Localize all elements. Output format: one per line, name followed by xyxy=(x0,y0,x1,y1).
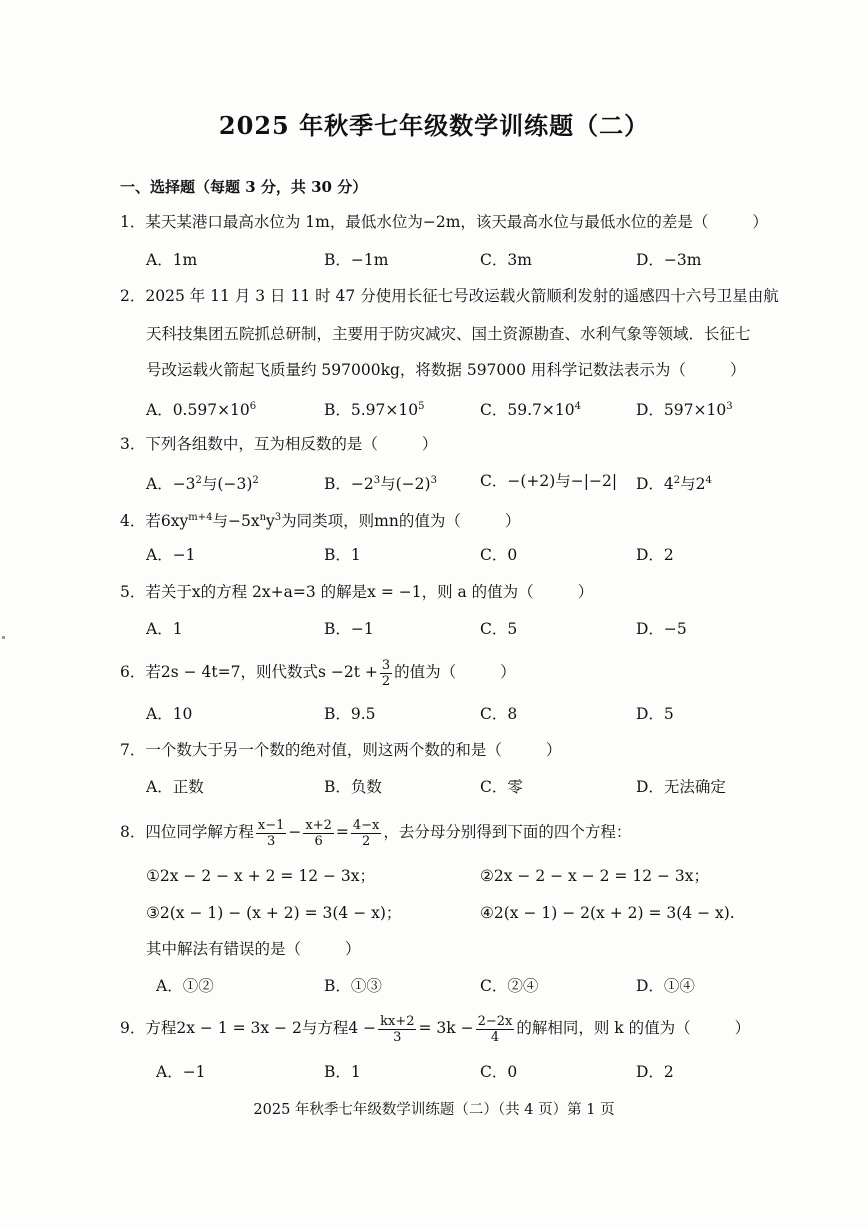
question-5: 5．若关于x的方程 2x+a=3 的解是x = −1，则 a 的值为（ ） xyxy=(120,583,594,601)
equation-4: ④2(x − 1) − 2(x + 2) = 3(4 − x). xyxy=(480,904,735,922)
question-8: 8．四位同学解方程 $\frac{x-1}{3}$ − $\frac{x+2}{6}$ = $\frac{4-x}{2}$ ，去分母分别得到下面的四个方程： xyxy=(120,817,632,849)
option-a: A．−1 xyxy=(146,546,196,564)
equation-3: ③2(x − 1) − (x + 2) = 3(4 − x)； xyxy=(146,904,402,922)
option-b: B．1 xyxy=(324,1063,361,1081)
question-text: 下列各组数中，互为相反数的是（ xyxy=(145,435,378,453)
option-d: D．$4^2$与$2^4$ xyxy=(636,475,712,494)
option-a: A．−1 xyxy=(156,1063,206,1081)
question-number: 2． xyxy=(120,287,146,305)
option-d: D．$597\times 10^3$ xyxy=(636,401,733,420)
option-c: C．8 xyxy=(480,705,518,723)
question-text-line-1: 2025 年 11 月 3 日 11 时 47 分使用长征七号改运载火箭顺利发射的遥感四十六号卫星由航 xyxy=(145,287,779,305)
option-a: A．1m xyxy=(146,251,198,269)
option-d: D．①④ xyxy=(636,977,695,995)
option-c: C．零 xyxy=(480,778,523,796)
equation-1: ①2x − 2 − x + 2 = 12 − 3x； xyxy=(146,867,375,885)
page-footer: 2025 年秋季七年级数学训练题（二）（共 4 页）第 1 页 xyxy=(253,1102,615,1118)
question-6: 6．若2s − 4t=7，则代数式s −2t + $\frac{3}{2}$ 的值为（ ） xyxy=(120,657,516,689)
option-d: D．−3m xyxy=(636,251,702,269)
question-text: 若关于x的方程 2x+a=3 的解是x = −1，则 a 的值为（ xyxy=(145,583,534,601)
question-4: 4．若$6xy^{m+4}$与$-5x^ny^3$为同类项，则mn的值为（ ） xyxy=(120,512,521,531)
question-3: 3．下列各组数中，互为相反数的是（ ） xyxy=(120,435,438,453)
option-b: B．9.5 xyxy=(324,705,376,723)
option-d: D．无法确定 xyxy=(636,778,726,796)
answer-paren-close: ） xyxy=(752,213,768,231)
option-b: B．$-2^3$与$(-2)^3$ xyxy=(324,475,437,494)
scan-speck xyxy=(2,636,5,639)
option-c: C．0 xyxy=(480,1063,518,1081)
option-b: B．−1m xyxy=(324,251,389,269)
option-a: A．正数 xyxy=(146,778,204,796)
question-8-ask: 其中解法有错误的是（ ） xyxy=(146,940,361,958)
question-1 xyxy=(120,212,768,232)
option-c: C．0 xyxy=(480,546,518,564)
question-7: 7．一个数大于另一个数的绝对值，则这两个数的和是（ ） xyxy=(120,741,562,759)
option-b: B．负数 xyxy=(324,778,382,796)
option-b: B．1 xyxy=(324,546,361,564)
equation-2: ②2x − 2 − x − 2 = 12 − 3x； xyxy=(480,867,709,885)
question-number: 1． xyxy=(120,213,146,231)
option-c: C．②④ xyxy=(480,977,539,995)
option-c: C．−(+2)与−|−2| xyxy=(480,472,618,490)
fraction: $\frac{3}{2}$ xyxy=(381,657,391,689)
option-d: D．2 xyxy=(636,1063,674,1081)
question-text-line-2: 天科技集团五院抓总研制，主要用于防灾减灾、国土资源勘查、水利气象等领域．长征七 xyxy=(146,325,751,343)
option-b: B．−1 xyxy=(324,620,374,638)
option-b: B．$5.97\times 10^5$ xyxy=(324,401,425,420)
question-2 xyxy=(120,286,779,306)
option-a: A．1 xyxy=(146,620,183,638)
option-a: A．10 xyxy=(146,705,193,723)
option-a: A．$0.597\times 10^6$ xyxy=(146,401,257,420)
option-a: A．①② xyxy=(156,977,214,995)
question-text-line-3: 号改运载火箭起飞质量约 597000kg，将数据 597000 用科学记数法表示为（ ） xyxy=(146,361,746,379)
option-d: D．5 xyxy=(636,705,674,723)
section-heading: 一、选择题（每题 3 分，共 30 分） xyxy=(120,178,368,196)
question-9: 9．方程2x − 1 = 3x − 2与方程4 − $\frac{kx+2}{3}$ = 3k − $\frac{2-2x}{4}$ 的解相同，则 k 的值为（ ） xyxy=(120,1013,751,1045)
option-c: C．$59.7\times 10^4$ xyxy=(480,401,581,420)
question-text: 某天某港口最高水位为 1m，最低水位为−2m，该天最高水位与最低水位的差是（ xyxy=(145,213,709,231)
option-d: D．−5 xyxy=(636,620,687,638)
option-c: C．3m xyxy=(480,251,532,269)
option-b: B．①③ xyxy=(324,977,382,995)
page-title: 2025 年秋季七年级数学训练题（二） xyxy=(218,111,650,140)
question-text: 一个数大于另一个数的绝对值，则这两个数的和是（ xyxy=(145,741,502,759)
option-a: A．$-3^2$与$(-3)^2$ xyxy=(146,475,259,494)
option-c: C．5 xyxy=(480,620,518,638)
option-d: D．2 xyxy=(636,546,674,564)
